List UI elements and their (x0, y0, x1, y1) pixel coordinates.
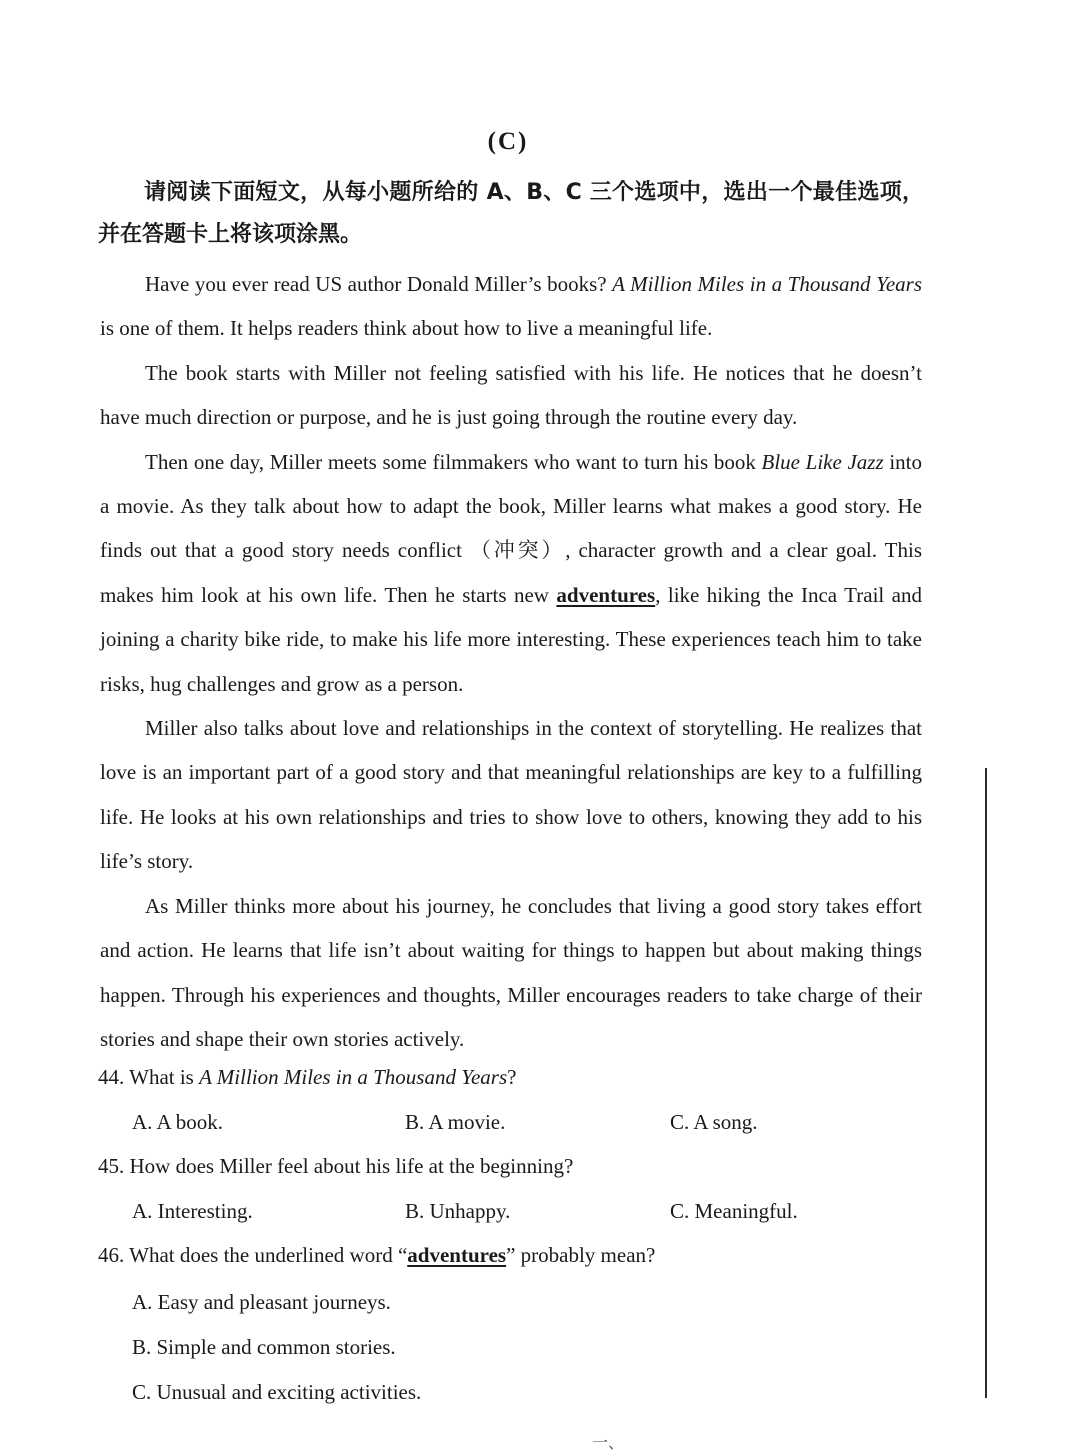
passage-paragraph-1: Have you ever read US author Donald Miller’s books? A Million Miles in a Thousand Years is one of them. It helps readers think about how to live a meaningful life. (100, 272, 922, 341)
option-46-c[interactable]: C. Unusual and exciting activities. (132, 1380, 422, 1404)
margin-rule (985, 768, 987, 1398)
book-title: A Million Miles in a Thousand Years (612, 272, 922, 296)
reading-passage (100, 262, 922, 1061)
question-45: 45. How does Miller feel about his life at the beginning? (98, 1154, 574, 1178)
option-46-b[interactable]: B. Simple and common stories. (132, 1335, 396, 1359)
passage-paragraph-5: As Miller thinks more about his journey, he concludes that living a good story takes effort and action. He learns that life isn’t about waiting for things to happen but about making things happen. Through his experiences and thoughts, Miller encourages readers to take charge of their stories and shape their own stories actively. (100, 893, 922, 1051)
underlined-word: adventures (407, 1243, 507, 1267)
question-46: 46. What does the underlined word “adventures” probably mean? (98, 1243, 656, 1267)
option-45-b[interactable]: B. Unhappy. (405, 1199, 511, 1223)
passage-paragraph-3: Then one day, Miller meets some filmmakers who want to turn his book Blue Like Jazz into a movie. As they talk about how to adapt the book, Miller learns what makes a good story. He finds out that a good story needs conflict （冲突）, character growth and a clear goal. This makes him look at his own life. Then he starts new adventures, like hiking the Inca Trail and joining a charity bike ride, to make his life more interesting. These experiences teach him to take risks, hug challenges and grow as a person. (100, 449, 922, 696)
instruction-text: 请阅读下面短文，从每小题所给的 A、B、C 三个选项中，选出一个最佳选项，并在答题卡上将该项涂黑。 (98, 180, 924, 247)
option-45-c[interactable]: C. Meaningful. (670, 1199, 798, 1223)
book-title: Blue Like Jazz (761, 449, 884, 474)
underlined-word: adventures (556, 582, 656, 607)
question-44: 44. What is A Million Miles in a Thousand Years? (98, 1065, 517, 1089)
section-title: (C) (487, 128, 529, 155)
passage-paragraph-2: The book starts with Miller not feeling satisfied with his life. He notices that he doesn’t have much direction or purpose, and he is just going through the routine every day. (100, 360, 922, 430)
option-45-a[interactable]: A. Interesting. (132, 1199, 253, 1223)
option-44-b[interactable]: B. A movie. (405, 1110, 506, 1134)
passage-paragraph-4: Miller also talks about love and relationships in the context of storytelling. He realizes that love is an important part of a good story and that meaningful relationships are key to a fulfilling life. He looks at his own relationships and tries to show love to others, knowing they add to his life’s story. (100, 716, 922, 874)
option-46-a[interactable]: A. Easy and pleasant journeys. (132, 1290, 391, 1314)
option-44-a[interactable]: A. A book. (132, 1110, 224, 1134)
page-footer-mark: 一、 (592, 1435, 625, 1452)
option-44-c[interactable]: C. A song. (670, 1110, 758, 1134)
